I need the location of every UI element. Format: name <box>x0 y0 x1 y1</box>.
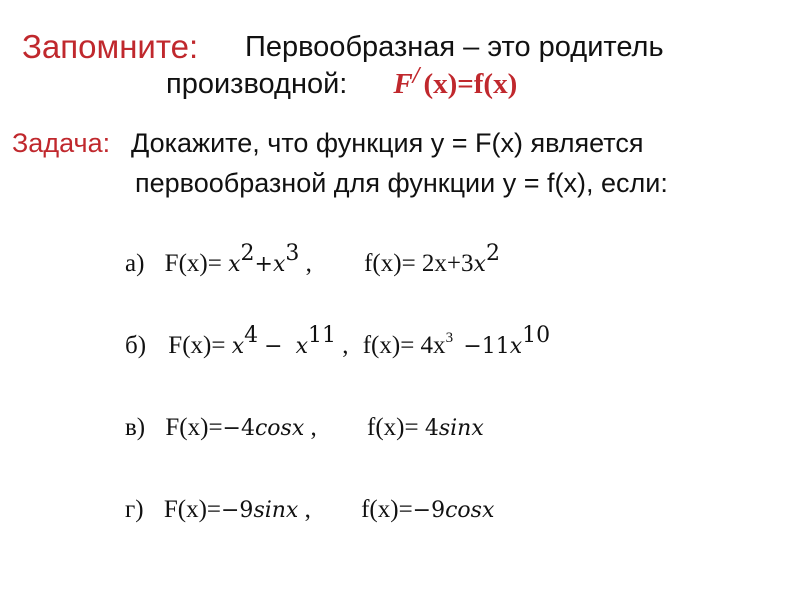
F-exp: 2 <box>240 241 255 266</box>
f-term: x <box>473 252 486 277</box>
f-exp: 2 <box>485 241 500 266</box>
f-func: cosx <box>445 498 495 523</box>
F-coef: −9 <box>221 498 254 523</box>
F-func: sinx <box>253 498 299 523</box>
F-term: x <box>231 334 245 359</box>
definition-text: Первообразная – это родитель <box>245 31 664 63</box>
definition-line2 <box>166 63 518 101</box>
task-line2: первообразной для функции у = f(x), если: <box>135 168 668 198</box>
formula-F: F <box>393 68 413 100</box>
f-func: sinx <box>438 416 484 441</box>
F-prefix: F(x)= <box>163 496 221 523</box>
f-mid: −11 <box>463 334 510 359</box>
F-term: x <box>295 334 308 359</box>
item-marker: б) <box>125 332 147 359</box>
f-prefix: f(x)= 2x+3 <box>364 250 474 277</box>
separator: , <box>298 496 311 523</box>
F-exp: 4 <box>244 323 259 348</box>
separator: , <box>304 414 317 441</box>
F-coef: −4 <box>222 416 255 441</box>
F-prefix: F(x)= <box>165 414 223 441</box>
F-func: cosx <box>254 416 305 441</box>
task-label: Задача: <box>12 128 111 158</box>
problem-g <box>125 496 494 524</box>
F-prefix: F(x)= <box>168 332 226 359</box>
f-exp: 10 <box>522 323 551 348</box>
F-op: + <box>254 252 273 277</box>
F-exp: 3 <box>285 241 300 266</box>
item-marker: г) <box>125 496 144 523</box>
f-prefix: f(x)= <box>361 496 413 523</box>
task-text: Докажите, что функция у = F(x) является <box>131 128 644 158</box>
f-prefix: f(x)= 4x <box>362 332 446 359</box>
f-prefix: f(x)= <box>367 414 425 441</box>
F-term: x <box>228 252 241 277</box>
F-term: x <box>272 252 286 277</box>
item-marker: а) <box>125 250 145 277</box>
F-prefix: F(x)= <box>164 250 222 277</box>
formula-rest: (x)=f(x) <box>423 68 518 100</box>
f-coef: −9 <box>412 498 446 523</box>
f-coef: 4 <box>424 416 439 441</box>
derivative-formula <box>393 63 518 100</box>
F-op: − <box>264 334 290 359</box>
f-exp: 3 <box>445 330 454 346</box>
separator: , <box>335 332 349 359</box>
f-term: x <box>509 334 523 359</box>
problem-b <box>125 323 551 360</box>
F-exp: 11 <box>307 323 336 348</box>
remember-label: Запомните: <box>22 28 199 65</box>
problem-v <box>125 414 484 442</box>
definition-line2-text: производной: <box>166 68 348 100</box>
formula-prime: / <box>412 63 420 89</box>
item-marker: в) <box>125 414 146 441</box>
problem-a <box>125 241 500 278</box>
separator: , <box>299 250 312 277</box>
